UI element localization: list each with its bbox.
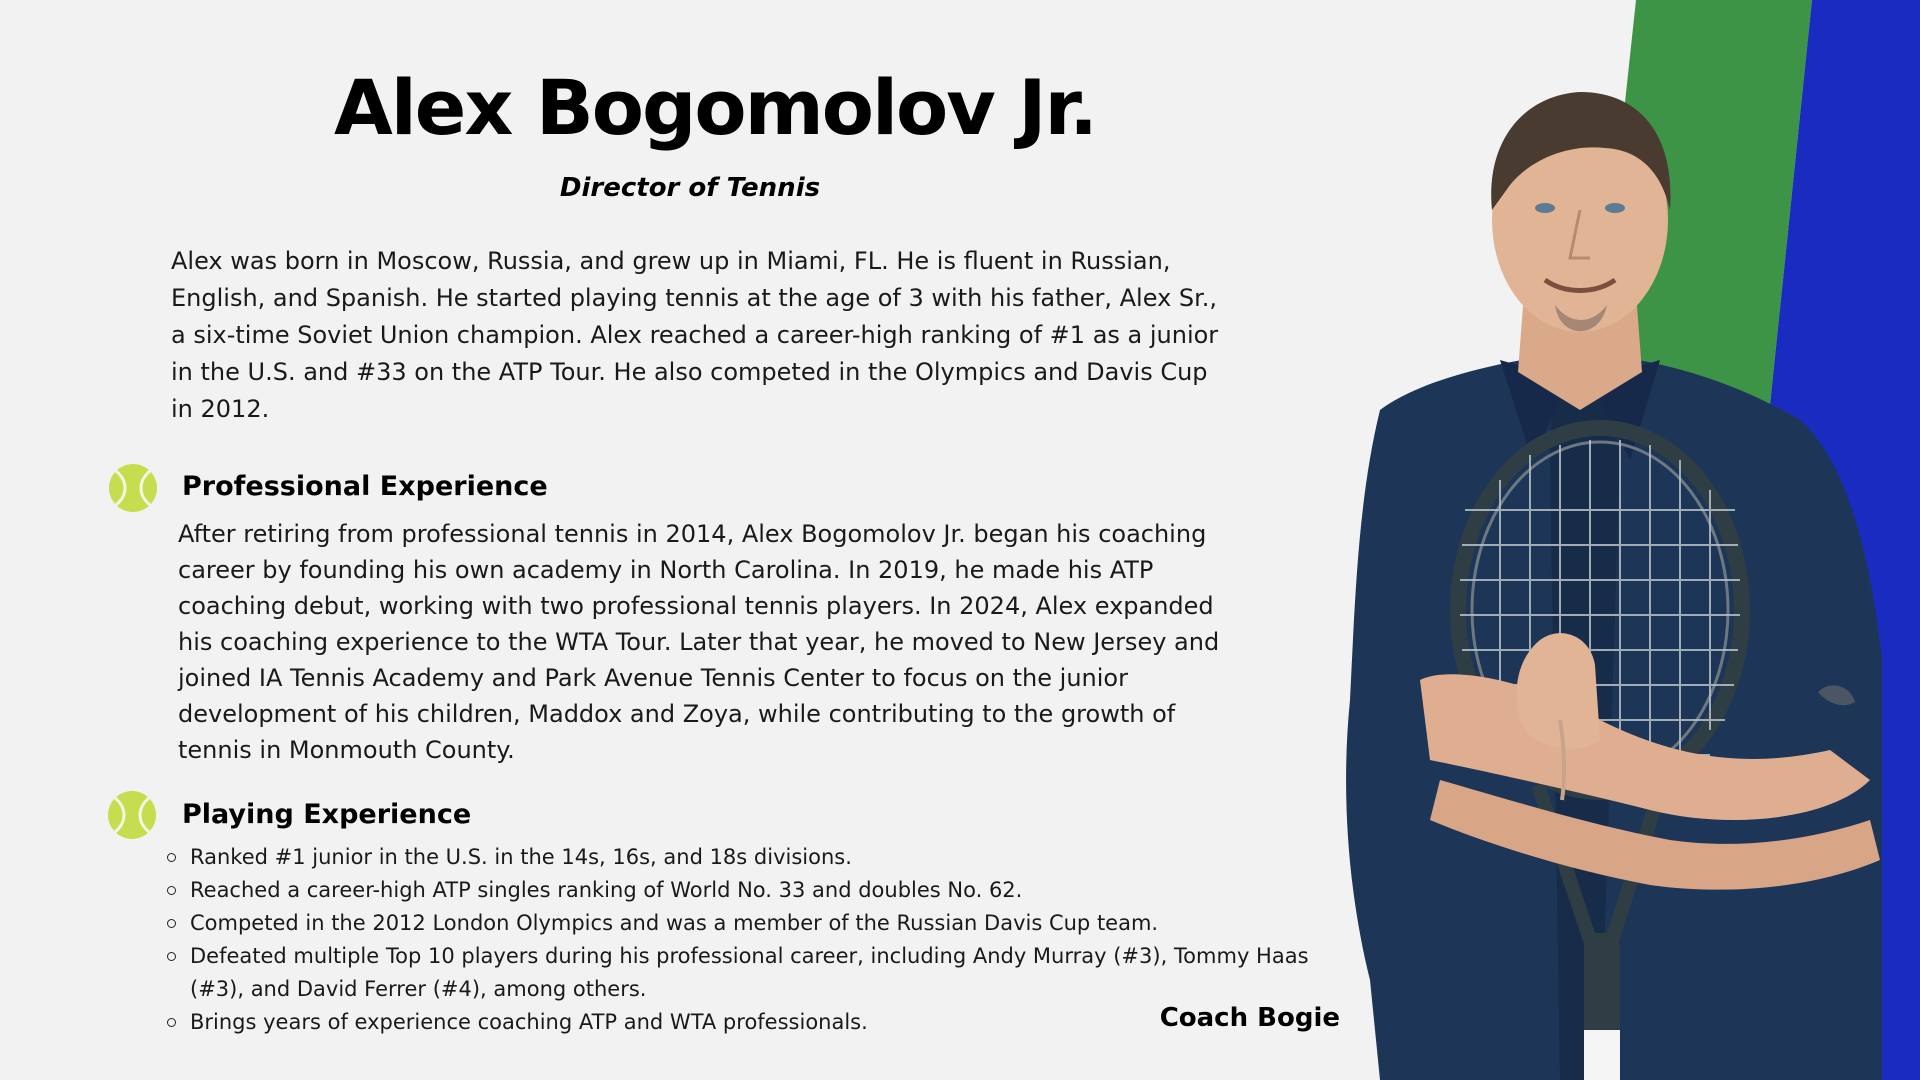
tennis-ball-icon <box>107 790 157 840</box>
playing-experience-heading: Playing Experience <box>182 799 472 830</box>
coach-role: Director of Tennis <box>559 173 821 203</box>
list-item: Ranked #1 junior in the U.S. in the 14s, 16s, and 18s divisions. <box>164 841 1334 874</box>
coach-name: Alex Bogomolov Jr. <box>333 63 1097 152</box>
coach-portrait <box>1270 80 1900 1080</box>
list-item: Competed in the 2012 London Olympics and was a member of the Russian Davis Cup team. <box>164 907 1334 940</box>
bullet-circle-icon <box>167 1018 176 1027</box>
bullet-circle-icon <box>167 886 176 895</box>
signature-text: Coach Bogie <box>1159 1003 1340 1033</box>
tennis-ball-icon <box>108 463 158 513</box>
professional-experience-text: After retiring from professional tennis in 2014, Alex Bogomolov Jr. began his coaching career by founding his own academy in North Carolina. In 2019, he made his ATP coaching debut, working with two professional tennis players. In 2024, Alex expanded his coaching experience to the WTA Tour. Later that year, he moved to New Jersey and joined IA Tennis Academy and Park Avenue Tennis Center to focus on the junior development of his children, Maddox and Zoya, while contributing to the growth of tennis in Monmouth County. <box>178 520 1220 764</box>
list-item: Brings years of experience coaching ATP and WTA professionals. <box>164 1006 1334 1039</box>
professional-experience-heading: Professional Experience <box>182 471 548 502</box>
list-item: Defeated multiple Top 10 players during his professional career, including Andy Murray (#3), Tommy Haas (#3), and David Ferrer (#4), among others. <box>164 940 1334 1006</box>
bullet-circle-icon <box>167 853 176 862</box>
bullet-circle-icon <box>167 919 176 928</box>
list-item: Reached a career-high ATP singles ranking of World No. 33 and doubles No. 62. <box>164 874 1334 907</box>
bullet-circle-icon <box>167 952 176 961</box>
bio-paragraph: Alex was born in Moscow, Russia, and grew up in Miami, FL. He is fluent in Russian, English, and Spanish. He started playing tennis at the age of 3 with his father, Alex Sr., a six-time Soviet Union champion. Alex reached a career-high ranking of #1 as a junior in the U.S. and #33 on the ATP Tour. He also competed in the Olympics and Davis Cup in 2012. <box>171 247 1219 423</box>
